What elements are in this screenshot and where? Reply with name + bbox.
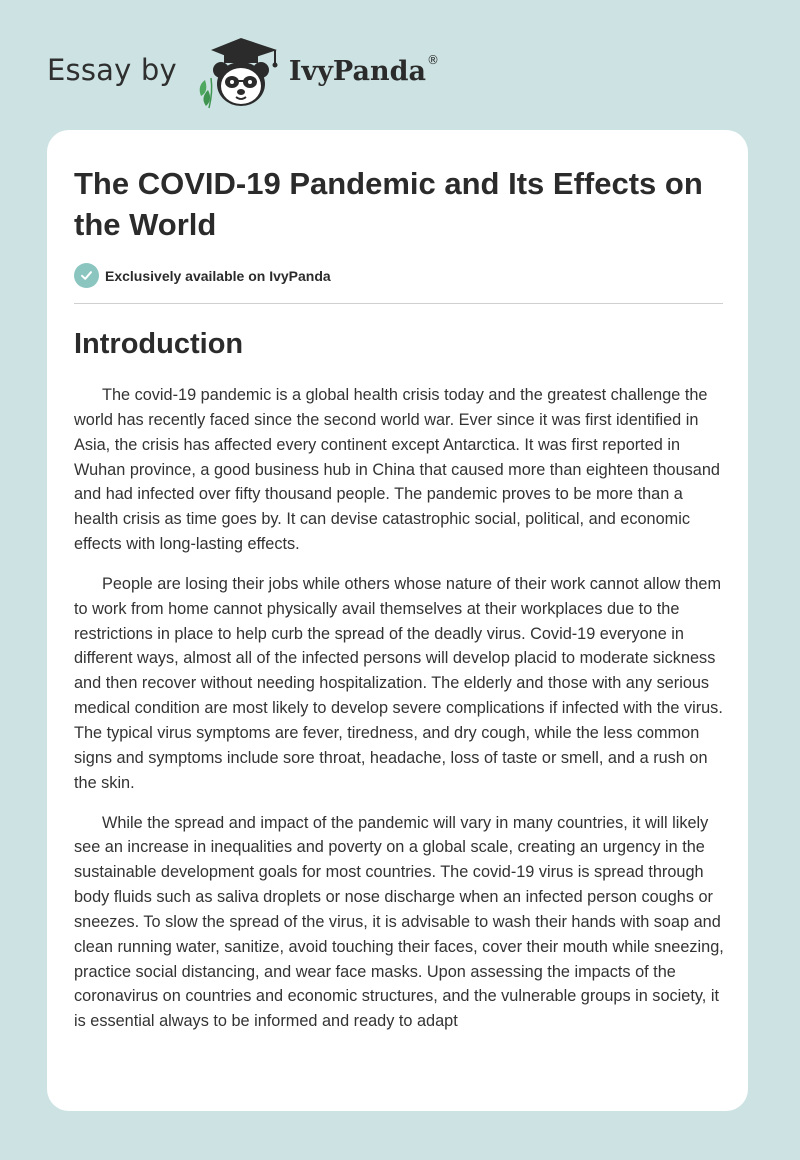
divider xyxy=(74,303,723,304)
panda-graduate-icon xyxy=(191,34,287,110)
badge-text: Exclusively available on IvyPanda xyxy=(105,267,331,284)
section-heading: Introduction xyxy=(74,328,244,360)
exclusive-badge xyxy=(74,263,331,288)
paragraph: People are losing their jobs while others whose nature of their work cannot allow them to work from home cannot physically avail themselves at their workplaces due to the restrictions in place to help curb the spread of the deadly virus. Covid-19 everyone in different ways, almost all of the infected persons will develop placid to moderate sickness and then recover without needing hospitalization. The elderly and those with any serious medical condition are most likely to develop severe complications if infected with the virus. The typical virus symptoms are fever, tiredness, and dry cough, while the less common signs and symptoms include sore throat, headache, loss of taste or smell, and a rush on the skin. xyxy=(74,574,723,792)
paragraph: The covid-19 pandemic is a global health crisis today and the greatest challenge the world has recently faced since the second world war. Ever since it was first identified in Asia, the crisis has affected every continent except Antarctica. It was first reported in Wuhan province, a good business hub in China that caused more than eighteen thousand and had infected over fifty thousand people. The pandemic proves to be more than a health crisis as time goes by. It can devise catastrophic social, political, and economic effects with long-lasting effects. xyxy=(74,386,720,554)
brand-name: IvyPanda xyxy=(288,55,426,87)
paragraph: While the spread and impact of the pandemic will vary in many countries, it will likely see an increase in inequalities and poverty on a global scale, creating an urgency in the sustainable development goals for most countries. The covid-19 virus is spread through body fluids such as saliva droplets or nose discharge when an infected person coughs or sneezes. To slow the spread of the virus, it is advisable to wash their hands with soap and clean running water, sanitize, avoid touching their faces, cover their mouth while sneezing, practice social distancing, and wear face masks. Upon assessing the impacts of the coronavirus on countries and economic structures, and the vulnerable groups in society, it is essential always to be informed and ready to adapt xyxy=(74,813,724,1031)
essay-card xyxy=(47,130,748,1111)
site-header xyxy=(47,34,439,110)
registered-mark: ® xyxy=(426,53,439,67)
essay-by-label: Essay by xyxy=(47,53,177,87)
essay-title: The COVID-19 Pandemic and Its Effects on the World xyxy=(74,166,703,242)
essay-body xyxy=(74,383,726,1049)
checkmark-icon xyxy=(74,263,99,288)
ivypanda-logo[interactable] xyxy=(191,34,287,110)
